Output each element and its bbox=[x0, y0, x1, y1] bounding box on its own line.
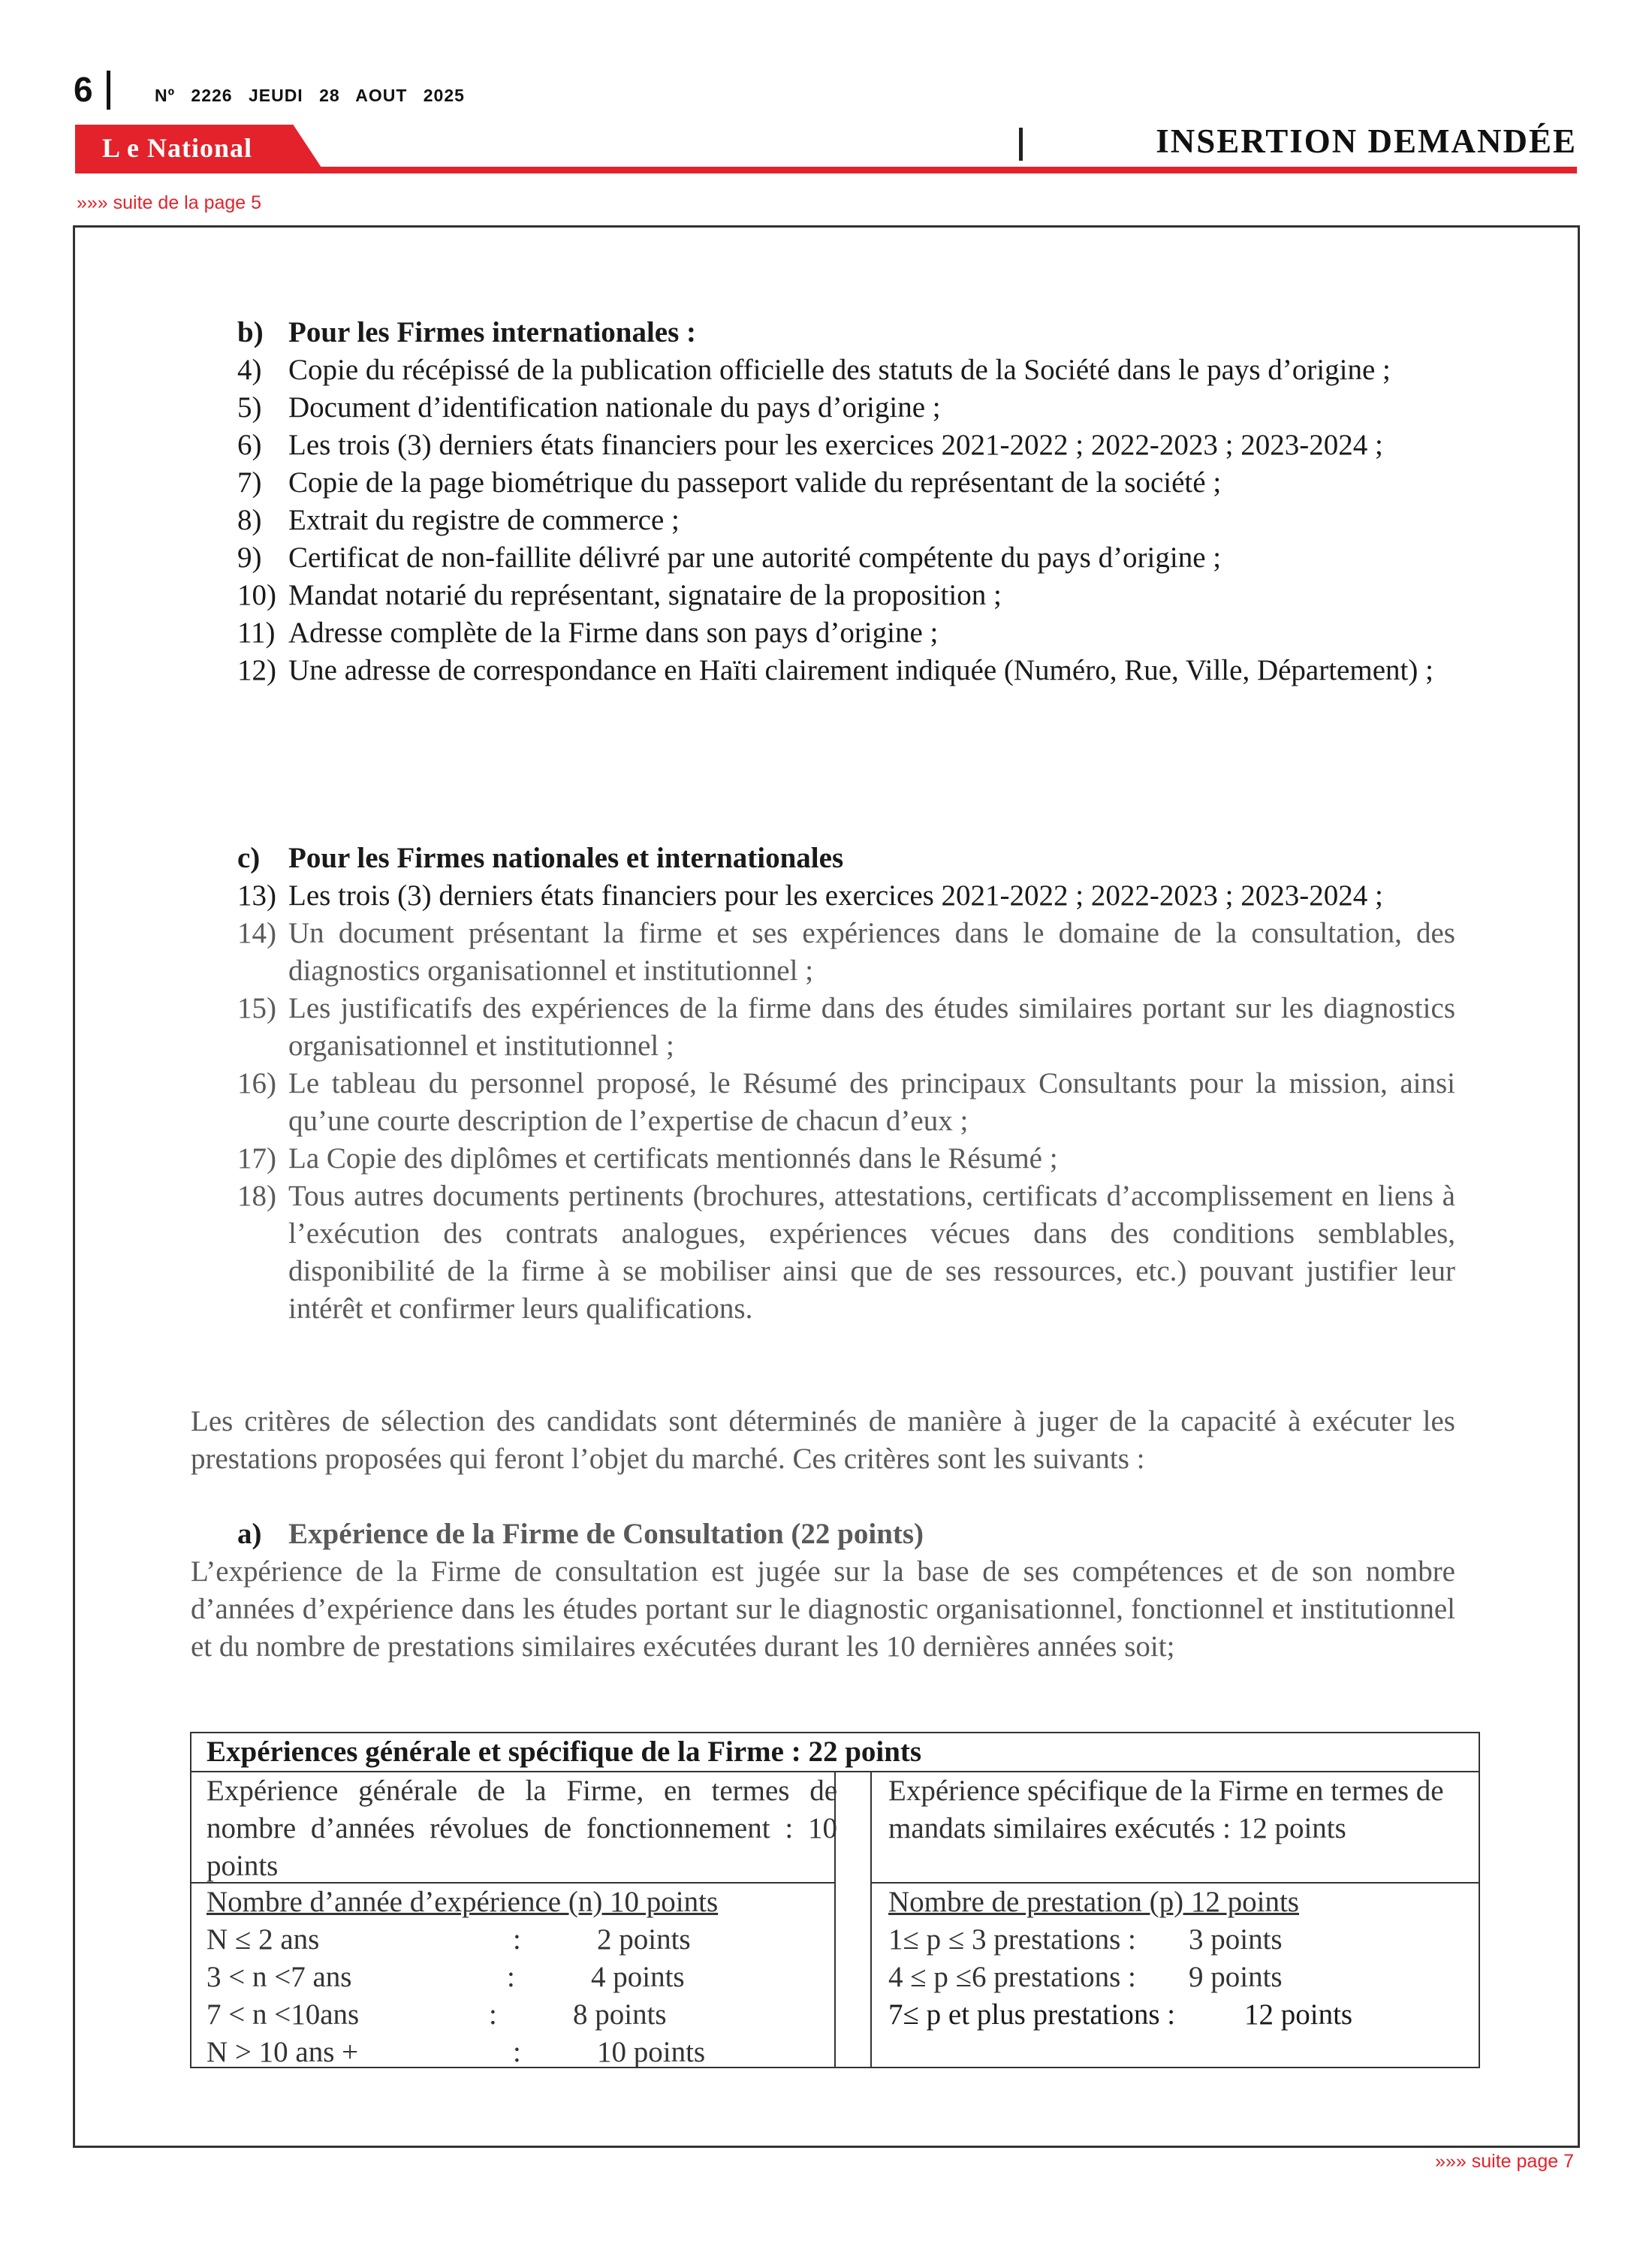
section-title: INSERTION DEMANDÉE bbox=[1156, 122, 1577, 160]
item-text: Une adresse de correspondance en Haïti clairement indiquée (Numéro, Rue, Ville, Département) ; bbox=[288, 654, 1433, 686]
item-number: 14) bbox=[237, 917, 276, 949]
item-number: 10) bbox=[237, 579, 276, 611]
row-points: 9 points bbox=[1189, 1961, 1283, 1993]
specific-experience-scale bbox=[888, 1884, 1467, 2034]
item-text: Certificat de non-faillite délivré par une autorité compétente du pays d’origine ; bbox=[288, 541, 1222, 574]
item-number: 13) bbox=[237, 879, 276, 912]
general-experience-scale bbox=[206, 1884, 837, 2071]
item-number: 8) bbox=[237, 504, 262, 536]
item-text: Les trois (3) derniers états financiers pour les exercices 2021-2022 ; 2022-2023 ; 2023-2024 ; bbox=[288, 429, 1383, 461]
criterion-heading bbox=[237, 1516, 1455, 1553]
criterion-title: Expérience de la Firme de Consultation (22 points) bbox=[288, 1518, 924, 1550]
list-item bbox=[237, 502, 1455, 539]
list-item bbox=[237, 1065, 1455, 1140]
row-range: 4 ≤ p ≤6 prestations : bbox=[888, 1961, 1136, 1993]
continued-to: »»» suite page 7 bbox=[1435, 2151, 1574, 2172]
item-number: 6) bbox=[237, 429, 262, 461]
row-points: 8 points bbox=[573, 1998, 667, 2031]
item-number: 18) bbox=[237, 1180, 276, 1212]
item-number: 11) bbox=[237, 617, 276, 649]
general-experience-subheader: Nombre d’année d’expérience (n) 10 points bbox=[206, 1886, 719, 1918]
item-number: 5) bbox=[237, 391, 262, 424]
item-number: 7) bbox=[237, 466, 262, 499]
list-item bbox=[237, 614, 1455, 652]
list-item bbox=[237, 464, 1455, 502]
section-divider bbox=[1019, 128, 1023, 161]
row-separator: : bbox=[513, 1923, 521, 1956]
list-item bbox=[237, 427, 1455, 464]
list-item bbox=[237, 990, 1455, 1065]
brand-logo: L e National bbox=[102, 133, 253, 163]
row-range: 3 < n <7 ans bbox=[206, 1961, 352, 1993]
row-separator: : bbox=[513, 2036, 521, 2068]
list-item bbox=[237, 539, 1455, 577]
list-item bbox=[237, 389, 1455, 427]
section-c-list bbox=[237, 840, 1455, 1328]
item-text: Adresse complète de la Firme dans son pays d’origine ; bbox=[288, 617, 939, 649]
list-item bbox=[237, 652, 1455, 689]
item-text: Extrait du registre de commerce ; bbox=[288, 504, 680, 536]
row-points: 3 points bbox=[1189, 1923, 1283, 1956]
page-number: 6 bbox=[74, 70, 93, 109]
item-number: 4) bbox=[237, 354, 262, 386]
header-rule bbox=[75, 167, 1577, 173]
item-number: 17) bbox=[237, 1142, 276, 1175]
table-row bbox=[206, 1996, 837, 2034]
section-c-heading bbox=[237, 840, 1455, 877]
item-text: Copie du récépissé de la publication officielle des statuts de la Société dans le pays d’origine ; bbox=[288, 354, 1391, 386]
item-number: 9) bbox=[237, 541, 262, 574]
item-text: Tous autres documents pertinents (brochures, attestations, certificats d’accomplissement en liens à l’exécution des contrats analogues, expériences vécues dans des conditions semblables, disponibilité de la firme à se mobiliser ainsi que de ses ressources, etc.) pouvant justifier leur intérêt et confirmer leurs qualifications. bbox=[288, 1180, 1455, 1325]
row-points: 2 points bbox=[597, 1923, 691, 1956]
row-points: 4 points bbox=[591, 1961, 685, 1993]
row-range: 7≤ p et plus prestations : bbox=[888, 1998, 1176, 2031]
row-range: 7 < n <10ans bbox=[206, 1998, 360, 2031]
specific-experience-subheader: Nombre de prestation (p) 12 points bbox=[888, 1886, 1299, 1918]
list-item bbox=[237, 915, 1455, 990]
page-number-divider bbox=[107, 71, 110, 110]
section-heading: Pour les Firmes nationales et internationales bbox=[288, 842, 844, 874]
table-divider bbox=[870, 1772, 872, 2067]
table-row bbox=[888, 1996, 1467, 2034]
row-points: 10 points bbox=[597, 2036, 706, 2068]
continued-from: »»» suite de la page 5 bbox=[77, 192, 262, 213]
criterion-letter: a) bbox=[237, 1518, 262, 1550]
criterion-a-heading bbox=[237, 1516, 1455, 1553]
item-number: 12) bbox=[237, 654, 276, 686]
table-row bbox=[206, 1959, 837, 1996]
criterion-a-text: L’expérience de la Firme de consultation est jugée sur la base de ses compétences et de son nombre d’années d’expérience dans les études portant sur le diagnostic organisationnel, fonctionnel et institutionnel et du nombre de prestations similaires exécutées durant les 10 dernières années soit; bbox=[191, 1555, 1455, 1663]
item-number: 15) bbox=[237, 992, 276, 1024]
criteria-intro: Les critères de sélection des candidats sont déterminés de manière à juger de la capacité à exécuter les prestations proposées qui feront l’objet du marché. Ces critères sont les suivants : bbox=[191, 1405, 1455, 1475]
item-text: La Copie des diplômes et certificats mentionnés dans le Résumé ; bbox=[288, 1142, 1058, 1175]
row-points: 12 points bbox=[1244, 1998, 1353, 2031]
section-b-list bbox=[237, 314, 1455, 689]
item-text: Le tableau du personnel proposé, le Résumé des principaux Consultants pour la mission, ainsi qu’une courte description de l’expertise de chacun d’eux ; bbox=[288, 1067, 1455, 1137]
table-title: Expériences générale et spécifique de la Firme : 22 points bbox=[191, 1733, 1479, 1772]
item-text: Les justificatifs des expériences de la firme dans des études similaires portant sur les diagnostics organisationnel et institutionnel ; bbox=[288, 992, 1455, 1062]
table-row bbox=[888, 1921, 1467, 1959]
scoring-table bbox=[190, 1732, 1480, 2068]
item-text: Les trois (3) derniers états financiers pour les exercices 2021-2022 ; 2022-2023 ; 2023-2024 ; bbox=[288, 879, 1383, 912]
row-range: N > 10 ans + bbox=[206, 2036, 359, 2068]
section-letter: b) bbox=[237, 316, 264, 348]
section-b-heading bbox=[237, 314, 1455, 351]
row-range: N ≤ 2 ans bbox=[206, 1923, 320, 1956]
row-range: 1≤ p ≤ 3 prestations : bbox=[888, 1923, 1136, 1956]
table-row bbox=[206, 1921, 837, 1959]
item-text: Copie de la page biométrique du passeport valide du représentant de la société ; bbox=[288, 466, 1222, 499]
row-separator: : bbox=[489, 1998, 497, 2031]
item-text: Document d’identification nationale du pays d’origine ; bbox=[288, 391, 941, 424]
list-item bbox=[237, 1140, 1455, 1178]
row-separator: : bbox=[507, 1961, 515, 1993]
item-text: Mandat notarié du représentant, signataire de la proposition ; bbox=[288, 579, 1002, 611]
table-row bbox=[206, 2034, 837, 2071]
section-letter: c) bbox=[237, 842, 261, 874]
section-heading: Pour les Firmes internationales : bbox=[288, 316, 697, 348]
item-text: Un document présentant la firme et ses expériences dans le domaine de la consultation, des diagnostics organisationnel et institutionnel ; bbox=[288, 917, 1455, 987]
list-item bbox=[237, 577, 1455, 614]
list-item bbox=[237, 1178, 1455, 1328]
general-experience-header: Expérience générale de la Firme, en termes de nombre d’années révolues de fonctionnement : 10 points bbox=[206, 1775, 837, 1882]
specific-experience-header: Expérience spécifique de la Firme en termes de mandats similaires exécutés : 12 points bbox=[888, 1775, 1444, 1844]
table-row bbox=[888, 1959, 1467, 1996]
list-item bbox=[237, 351, 1455, 389]
list-item bbox=[237, 877, 1455, 915]
issue-info: Nº 2226 JEUDI 28 AOUT 2025 bbox=[155, 86, 465, 105]
item-number: 16) bbox=[237, 1067, 276, 1099]
